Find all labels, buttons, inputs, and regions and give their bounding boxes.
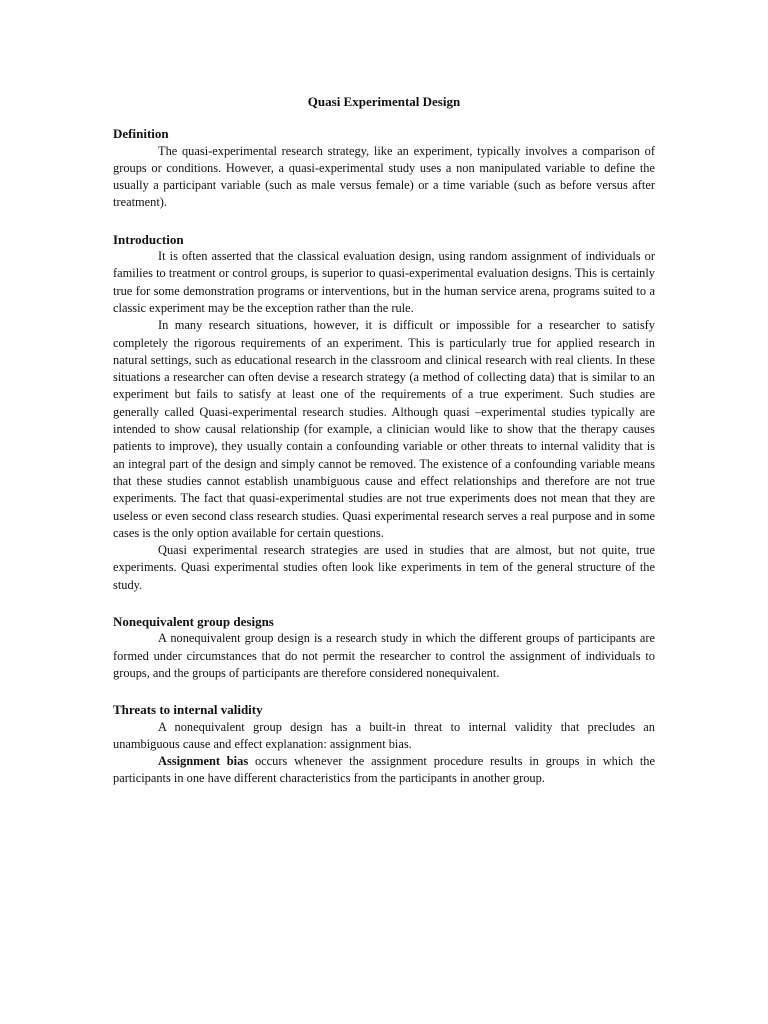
section-nonequivalent-group-designs (113, 613, 655, 682)
paragraph: The quasi-experimental research strategy, like an experiment, typically involves a comparison of groups or conditions. However, a quasi-experimental study uses a non manipulated variable to define the usually a participant variable (such as male versus female) or a time variable (such as before versus after treatment). (113, 143, 655, 210)
section-definition (113, 125, 655, 211)
paragraph: A nonequivalent group design has a built-in threat to internal validity that precludes an unambiguous cause and effect explanation: assignment bias. (113, 719, 655, 751)
section-heading: Introduction (113, 231, 184, 247)
section-introduction (113, 231, 655, 594)
paragraph: A nonequivalent group design is a research study in which the different groups of participants are formed under circumstances that do not permit the researcher to control the assignment of individuals to groups, and the groups of participants are therefore considered nonequivalent. (113, 631, 655, 680)
document-title: Quasi Experimental Design (307, 94, 461, 109)
paragraph: In many research situations, however, it is difficult or impossible for a researcher to satisfy completely the rigorous requirements of an experiment. This is particularly true for applied research in natural settings, such as educational research in the classroom and clinical research with real clients. In these situations a researcher can often devise a research strategy (a method of collecting data) that is similar to an experiment but fails to satisfy at least one of the requirements of a true experiment. Such studies are generally called Quasi-experimental research studies. Although quasi –experimental studies typically are intended to show causal relationship (for example, a clinician would like to show that the therapy causes patients to improve), they usually contain a confounding variable or other threats to internal validity that is an integral part of the design and simply cannot be removed. The existence of a confounding variable means that these studies cannot establish unambiguous cause and effect relationships and therefore are not true experiments. The fact that quasi-experimental studies are not true experiments does not mean that they are useless or even second class research studies. Quasi experimental research serves a real purpose and in some cases is the only option available for certain questions. (113, 318, 655, 540)
paragraph: It is often asserted that the classical evaluation design, using random assignment of individuals or families to treatment or control groups, is superior to quasi-experimental evaluation designs. This is certainly true for some demonstration programs or interventions, but in the human service arena, programs suited to a classic experiment may be the exception rather than the rule. (113, 249, 655, 315)
term-paragraph (113, 753, 655, 788)
section-heading: Nonequivalent group designs (113, 614, 274, 630)
paragraph: Quasi experimental research strategies are used in studies that are almost, but not quite, true experiments. Quasi experimental studies often look like experiments in tem of the general structure of the study. (113, 543, 655, 592)
term-assignment-bias: Assignment bias (158, 754, 249, 769)
section-threats-to-internal-validity (113, 701, 655, 787)
section-heading: Threats to internal validity (113, 702, 263, 718)
term-definition: occurs whenever the assignment procedure results in groups in which the participants in one have different characteristics from the participants in another group. (113, 754, 655, 786)
section-heading: Definition (113, 126, 169, 142)
